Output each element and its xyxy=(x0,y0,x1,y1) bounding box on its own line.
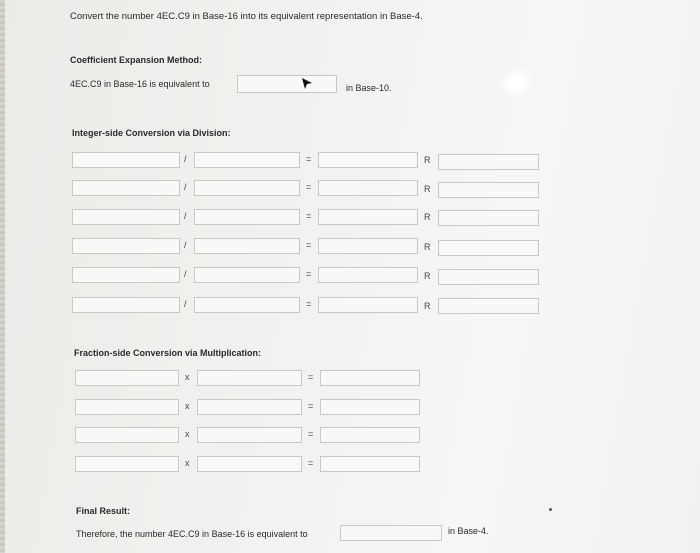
remainder-input[interactable] xyxy=(438,269,539,285)
quotient-input[interactable] xyxy=(318,209,418,225)
equals-symbol: = xyxy=(306,240,312,250)
dividend-input[interactable] xyxy=(72,238,180,254)
dividend-input[interactable] xyxy=(72,297,180,313)
remainder-label: R xyxy=(424,155,431,165)
mouse-cursor-icon xyxy=(300,77,314,91)
product-input[interactable] xyxy=(320,427,420,443)
final-prefix: Therefore, the number 4EC.C9 in Base-16 is equivalent to xyxy=(76,529,308,539)
equals-symbol: = xyxy=(306,154,312,164)
left-edge-strip xyxy=(0,0,5,553)
coefficient-suffix: in Base-10. xyxy=(346,83,392,93)
product-input[interactable] xyxy=(320,370,420,386)
speck xyxy=(549,508,552,511)
dividend-input[interactable] xyxy=(72,209,180,225)
coefficient-heading: Coefficient Expansion Method: xyxy=(70,55,203,65)
fraction-input[interactable] xyxy=(75,456,179,472)
divisor-input[interactable] xyxy=(194,297,300,313)
divide-symbol: / xyxy=(184,269,187,279)
divide-symbol: / xyxy=(184,211,187,221)
remainder-label: R xyxy=(424,301,431,311)
screen-glare xyxy=(496,63,539,104)
multiply-symbol: x xyxy=(185,372,190,382)
coefficient-prefix: 4EC.C9 in Base-16 is equivalent to xyxy=(70,79,210,89)
multiplier-input[interactable] xyxy=(197,456,302,472)
divisor-input[interactable] xyxy=(194,238,300,254)
base4-result-input[interactable] xyxy=(340,525,442,541)
remainder-label: R xyxy=(424,184,431,194)
divisor-input[interactable] xyxy=(194,152,300,168)
quotient-input[interactable] xyxy=(318,152,418,168)
divide-symbol: / xyxy=(184,240,187,250)
base10-value-input[interactable] xyxy=(237,75,337,93)
remainder-input[interactable] xyxy=(438,240,539,256)
quotient-input[interactable] xyxy=(318,297,418,313)
divisor-input[interactable] xyxy=(194,209,300,225)
division-heading: Integer-side Conversion via Division: xyxy=(72,128,231,138)
final-suffix: in Base-4. xyxy=(448,526,489,536)
equals-symbol: = xyxy=(308,372,314,382)
multiplication-heading: Fraction-side Conversion via Multiplication: xyxy=(74,348,262,358)
fraction-input[interactable] xyxy=(75,399,179,415)
multiplier-input[interactable] xyxy=(197,370,302,386)
multiplier-input[interactable] xyxy=(197,399,302,415)
remainder-label: R xyxy=(424,242,431,252)
quotient-input[interactable] xyxy=(318,238,418,254)
remainder-input[interactable] xyxy=(438,154,539,170)
quotient-input[interactable] xyxy=(318,180,418,196)
equals-symbol: = xyxy=(306,269,312,279)
multiply-symbol: x xyxy=(185,429,190,439)
dividend-input[interactable] xyxy=(72,267,180,283)
divisor-input[interactable] xyxy=(194,180,300,196)
equals-symbol: = xyxy=(306,182,312,192)
remainder-input[interactable] xyxy=(438,298,539,314)
multiplier-input[interactable] xyxy=(197,427,302,443)
equals-symbol: = xyxy=(306,211,312,221)
multiply-symbol: x xyxy=(185,401,190,411)
question-text: Convert the number 4EC.C9 in Base-16 into its equivalent representation in Base-4. xyxy=(70,11,423,22)
equals-symbol: = xyxy=(308,429,314,439)
dividend-input[interactable] xyxy=(72,152,180,168)
quotient-input[interactable] xyxy=(318,267,418,283)
remainder-input[interactable] xyxy=(438,182,539,198)
dividend-input[interactable] xyxy=(72,180,180,196)
fraction-input[interactable] xyxy=(75,370,179,386)
divide-symbol: / xyxy=(184,182,187,192)
product-input[interactable] xyxy=(320,399,420,415)
fraction-input[interactable] xyxy=(75,427,179,443)
equals-symbol: = xyxy=(308,458,314,468)
remainder-label: R xyxy=(424,271,431,281)
divide-symbol: / xyxy=(184,154,187,164)
final-heading: Final Result: xyxy=(76,506,131,516)
equals-symbol: = xyxy=(306,299,312,309)
remainder-label: R xyxy=(424,212,431,222)
product-input[interactable] xyxy=(320,456,420,472)
divisor-input[interactable] xyxy=(194,267,300,283)
remainder-input[interactable] xyxy=(438,210,539,226)
divide-symbol: / xyxy=(184,299,187,309)
equals-symbol: = xyxy=(308,401,314,411)
multiply-symbol: x xyxy=(185,458,190,468)
